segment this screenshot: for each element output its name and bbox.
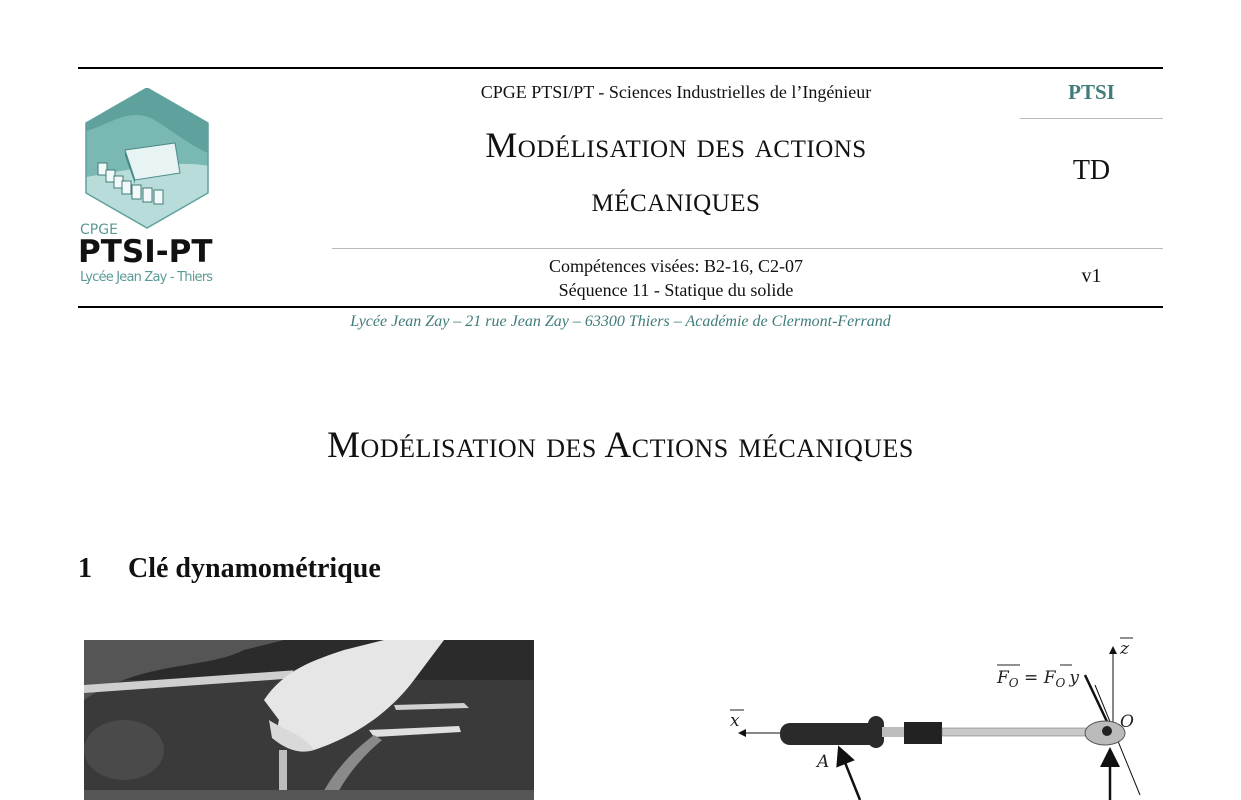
logo-main-text: PTSI-PT bbox=[78, 234, 213, 270]
competences-text: Compétences visées: B2-16, C2-07 bbox=[549, 256, 803, 276]
header-top-rule bbox=[78, 67, 1163, 69]
wrench-grip bbox=[780, 723, 878, 745]
point-a-label: A bbox=[817, 752, 830, 772]
torque-wrench-photo bbox=[84, 640, 534, 800]
torque-wrench-diagram bbox=[720, 630, 1150, 800]
sequence-text: Séquence 11 - Statique du solide bbox=[558, 280, 794, 300]
header-subtitle: CPGE PTSI/PT - Sciences Industrielles de l’Ingénieur bbox=[480, 82, 872, 102]
z-axis-label: z bbox=[1120, 639, 1129, 659]
logo-school-text: Lycée Jean Zay - Thiers bbox=[80, 270, 213, 285]
version-label: v1 bbox=[1081, 265, 1102, 287]
x-axis-label: x bbox=[730, 711, 740, 731]
force-fo-arrow bbox=[1085, 675, 1110, 728]
header-title bbox=[332, 118, 1020, 226]
doc-type-label: TD bbox=[1072, 155, 1111, 186]
header-competences-block bbox=[332, 254, 1020, 302]
side-divider-1 bbox=[1020, 118, 1163, 119]
section-title: Clé dynamométrique bbox=[128, 553, 381, 584]
force-label: $F_O = F_O$ y bbox=[997, 668, 1079, 690]
header-bottom-rule bbox=[78, 306, 1163, 308]
header-title-line1: Modélisation des actions bbox=[485, 125, 867, 165]
section-number: 1 bbox=[78, 553, 92, 584]
document-title: Modélisation des Actions mécaniques bbox=[327, 425, 914, 466]
section-heading bbox=[78, 553, 381, 585]
school-address: Lycée Jean Zay – 21 rue Jean Zay – 63300 Thiers – Académie de Clermont-Ferrand bbox=[350, 313, 891, 330]
header-middle-rule bbox=[332, 248, 1163, 249]
logo-cpge-text: CPGE bbox=[80, 222, 118, 238]
class-label: PTSI bbox=[1068, 80, 1115, 104]
header-title-line2: mécaniques bbox=[591, 179, 761, 219]
origin-label: O bbox=[1120, 712, 1134, 732]
